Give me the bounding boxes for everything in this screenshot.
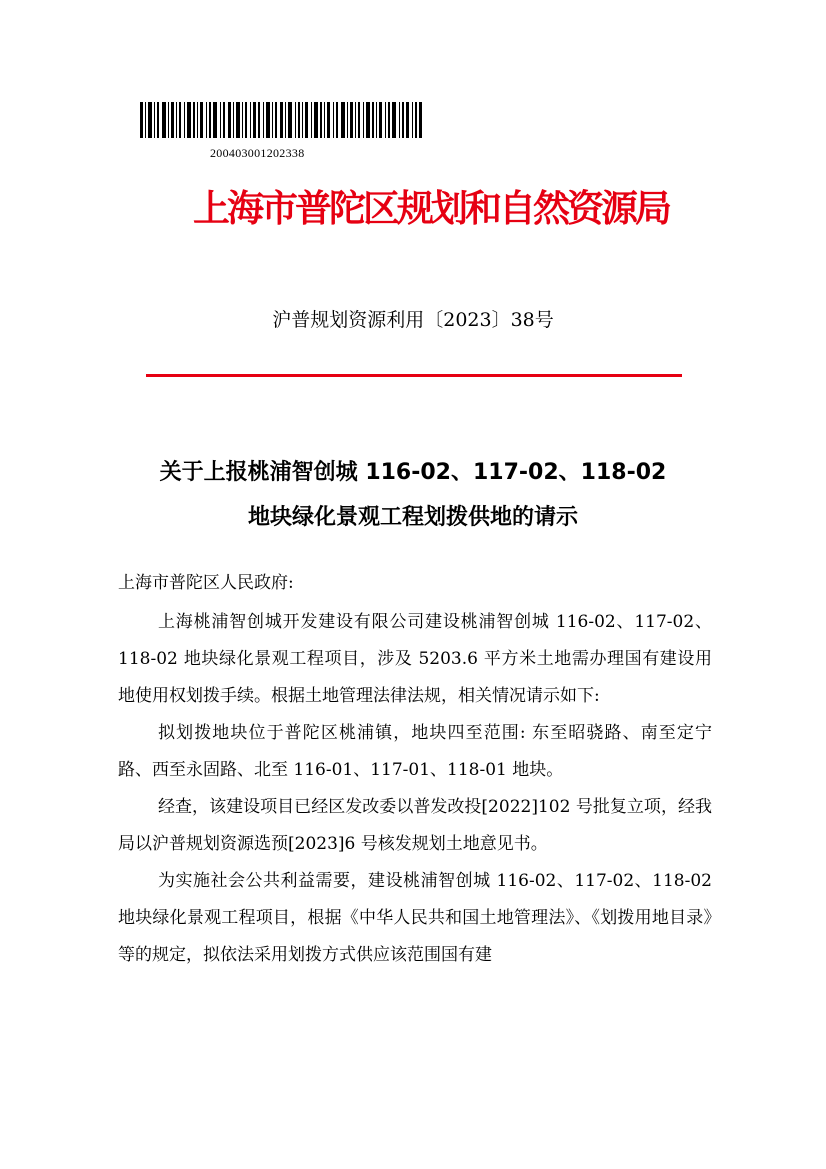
document-number: 沪普规划资源利用〔2023〕38号 [272,309,554,331]
body-paragraph: 拟划拨地块位于普陀区桃浦镇，地块四至范围: 东至昭骁路、南至定宁路、西至永固路、北至 116-01、117-01、118-01 地块。 [118,723,712,780]
body-paragraph: 上海桃浦智创城开发建设有限公司建设桃浦智创城 116-02、117-02、118-02 地块绿化景观工程项目，涉及 5203.6 平方米土地需办理国有建设用地使用权划拨手续。根据土地管理法律法规，相关情况请示如下: [118,612,712,706]
red-divider [146,374,682,377]
body-paragraph: 经查，该建设项目已经区发改委以普发改投[2022]102 号批复立项，经我局以沪普规划资源选预[2023]6 号核发规划土地意见书。 [118,797,712,854]
agency-title: 上海市普陀区规划和自然资源局 [193,186,669,230]
barcode [140,102,422,138]
document-body [118,604,712,974]
document-title-line-2: 地块绿化景观工程划拨供地的请示 [247,505,578,530]
addressee: 上海市普陀区人民政府: [118,573,294,593]
barcode-number: 200403001202338 [210,146,305,160]
document-title-line-1: 关于上报桃浦智创城 116-02、117-02、118-02 [159,460,667,485]
body-paragraph: 为实施社会公共利益需要，建设桃浦智创城 116-02、117-02、118-02 地块绿化景观工程项目，根据《中华人民共和国土地管理法》、《划拨用地目录》等的规定，拟依法采用划拨方式供应该范围国有建 [118,871,712,965]
